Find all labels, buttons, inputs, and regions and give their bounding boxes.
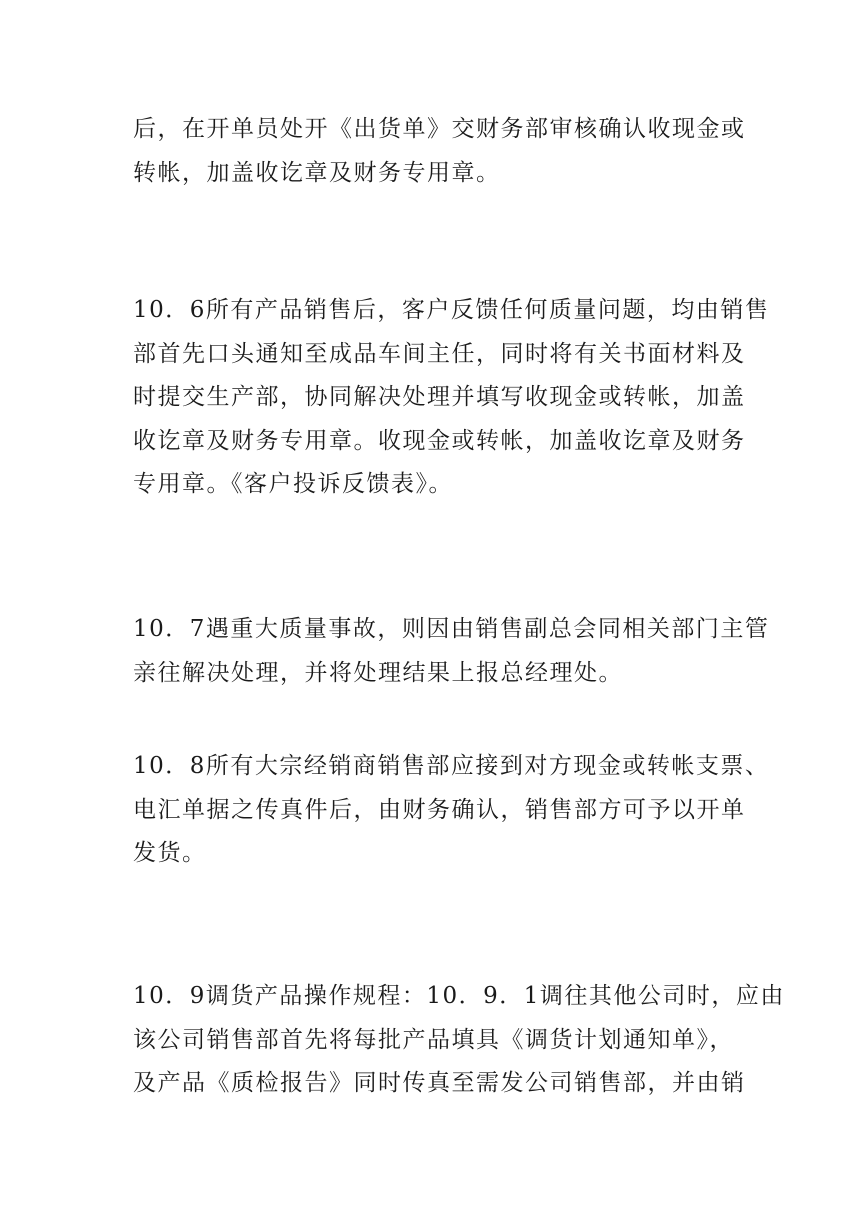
paragraph-10-9 (133, 975, 785, 1106)
text-line: 发货。 (133, 840, 207, 866)
text-line: 电汇单据之传真件后，由财务确认，销售部方可予以开单 (133, 796, 746, 823)
paragraph-shipping-approval (133, 108, 746, 195)
text-line: 该公司销售部首先将每批产品填具《调货计划通知单》， (133, 1026, 734, 1053)
paragraph-10-6 (133, 289, 770, 507)
text-line: 部首先口头通知至成品车间主任，同时将有关书面材料及 (133, 340, 746, 367)
text-line: 10．7遇重大质量事故，则因由销售副总会同相关部门主管 (133, 616, 770, 642)
text-line: 专用章。《客户投诉反馈表》。 (133, 471, 453, 497)
text-line: 及产品《质检报告》同时传真至需发公司销售部，并由销 (133, 1070, 746, 1096)
text-line: 亲往解决处理，并将处理结果上报总经理处。 (133, 659, 623, 686)
text-line: 10．8所有大宗经销商销售部应接到对方现金或转帐支票、 (133, 753, 770, 779)
text-line: 转帐，加盖收讫章及财务专用章。 (133, 159, 501, 186)
text-line: 收讫章及财务专用章。收现金或转帐，加盖收讫章及财务 (133, 427, 746, 454)
text-line: 后，在开单员处开《出货单》交财务部审核确认收现金或 (133, 116, 746, 142)
paragraph-10-8 (133, 745, 770, 876)
text-line: 10．6所有产品销售后，客户反馈任何质量问题，均由销售 (133, 297, 770, 323)
paragraph-10-7 (133, 608, 770, 695)
text-line: 时提交生产部，协同解决处理并填写收现金或转帐，加盖 (133, 384, 746, 410)
text-line: 10．9调货产品操作规程：10．9．1调往其他公司时，应由 (133, 983, 785, 1009)
